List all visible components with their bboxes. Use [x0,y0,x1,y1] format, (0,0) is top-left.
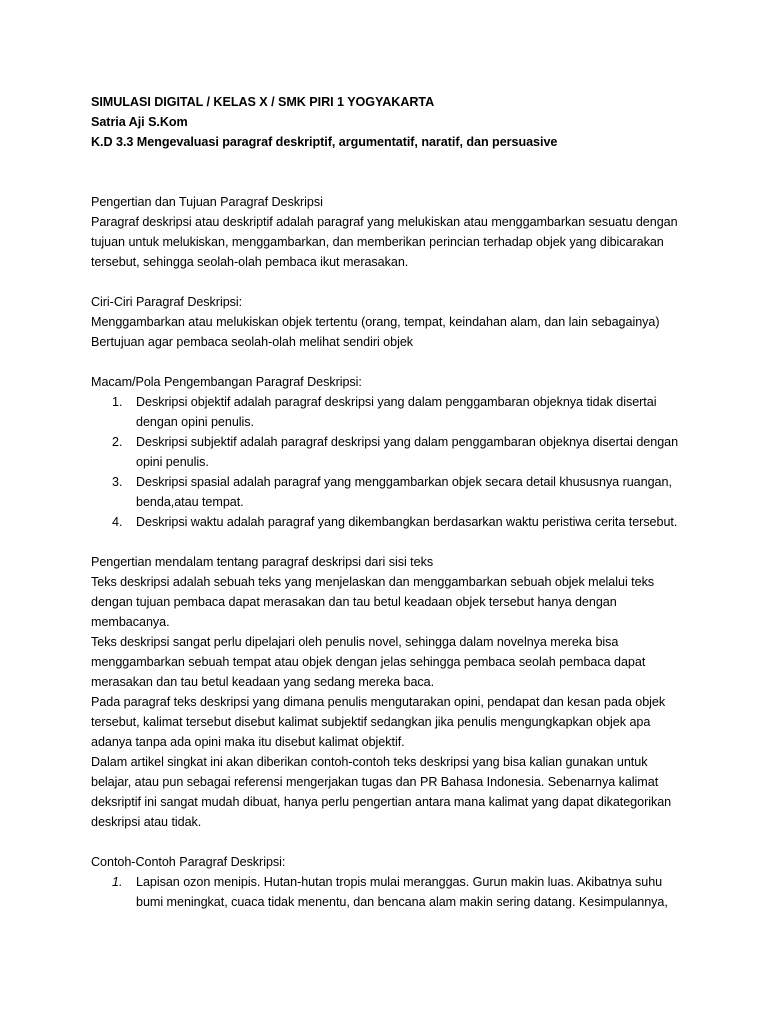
section-paragraph: Dalam artikel singkat ini akan diberikan contoh-contoh teks deskripsi yang bisa kalian gunakan untuk belajar, atau pun sebagai referensi mengerjakan tugas dan PR Bahasa Indonesia. Sebenarnya kalimat deksriptif ini sangat mudah dibuat, hanya perlu pengertian antara mana kalimat yang dapat dikategorikan deskripsi atau tidak. [91,755,672,829]
header-kd-line: K.D 3.3 Mengevaluasi paragraf deskriptif, argumentatif, naratif, dan persuasive [91,135,558,149]
section-pengertian [91,192,691,272]
list-marker: 4. [112,515,123,529]
section-paragraph: Teks deskripsi adalah sebuah teks yang menjelaskan dan menggambarkan sebuah objek melalui teks dengan tujuan pembaca dapat merasakan dan tau betul keadaan objek tersebut hanya dengan membacanya. [91,575,655,629]
list-marker: 3. [112,475,123,489]
section-pengertian-mendalam [91,552,691,832]
list-marker: 2. [112,435,123,449]
section-heading: Ciri-Ciri Paragraf Deskripsi: [91,295,243,309]
list-item [91,512,691,532]
section-heading: Pengertian mendalam tentang paragraf deskripsi dari sisi teks [91,555,434,569]
document-header [91,92,691,152]
section-paragraph: Teks deskripsi sangat perlu dipelajari oleh penulis novel, sehingga dalam novelnya mereka bisa menggambarkan sebuah tempat atau objek dengan jelas sehingga pembaca seolah pembaca dapat merasakan dan tau betul keadaan yang sedang mereka baca. [91,635,646,689]
section-contoh [91,852,691,912]
list-item-text: Deskripsi spasial adalah paragraf yang menggambarkan objek secara detail khususnya ruangan, benda,atau tempat. [136,475,672,509]
list-item-text: Deskripsi waktu adalah paragraf yang dikembangkan berdasarkan waktu peristiwa cerita tersebut. [136,515,678,529]
list-item [91,432,691,472]
numbered-list [91,392,691,532]
section-heading: Macam/Pola Pengembangan Paragraf Deskripsi: [91,375,362,389]
section-macam [91,372,691,532]
list-item-text: Deskripsi subjektif adalah paragraf deskripsi yang dalam penggambaran objeknya disertai dengan opini penulis. [136,435,679,469]
list-marker: 1. [112,395,123,409]
numbered-list [91,872,691,912]
section-line: Bertujuan agar pembaca seolah-olah melihat sendiri objek [91,335,414,349]
section-heading: Pengertian dan Tujuan Paragraf Deskripsi [91,195,323,209]
section-ciri [91,292,691,352]
section-paragraph: Pada paragraf teks deskripsi yang dimana penulis mengutarakan opini, pendapat dan kesan pada objek tersebut, kalimat tersebut disebut kalimat subjektif sedangkan jika penulis mengungkapkan objek apa adanya tanpa ada opini maka itu disebut kalimat objektif. [91,695,666,749]
header-school-line: SIMULASI DIGITAL / KELAS X / SMK PIRI 1 YOGYAKARTA [91,95,435,109]
section-line: Menggambarkan atau melukiskan objek tertentu (orang, tempat, keindahan alam, dan lain sebagainya) [91,315,660,329]
list-item [91,472,691,512]
list-item-text: Lapisan ozon menipis. Hutan-hutan tropis mulai meranggas. Gurun makin luas. Akibatnya suhu bumi meningkat, cuaca tidak menentu, dan bencana alam makin sering datang. Kesimpulannya, [136,875,668,909]
list-item-text: Deskripsi objektif adalah paragraf deskripsi yang dalam penggambaran objeknya tidak disertai dengan opini penulis. [136,395,657,429]
list-item [91,872,691,912]
section-heading: Contoh-Contoh Paragraf Deskripsi: [91,855,286,869]
document-content [91,92,691,912]
list-item [91,392,691,432]
section-body: Paragraf deskripsi atau deskriptif adalah paragraf yang melukiskan atau menggambarkan sesuatu dengan tujuan untuk melukiskan, menggambarkan, dan memberikan perincian terhadap objek yang dibicarakan tersebut, sehingga seolah-olah pembaca ikut merasakan. [91,215,678,269]
list-marker: 1. [112,875,123,889]
header-author-line: Satria Aji S.Kom [91,115,188,129]
